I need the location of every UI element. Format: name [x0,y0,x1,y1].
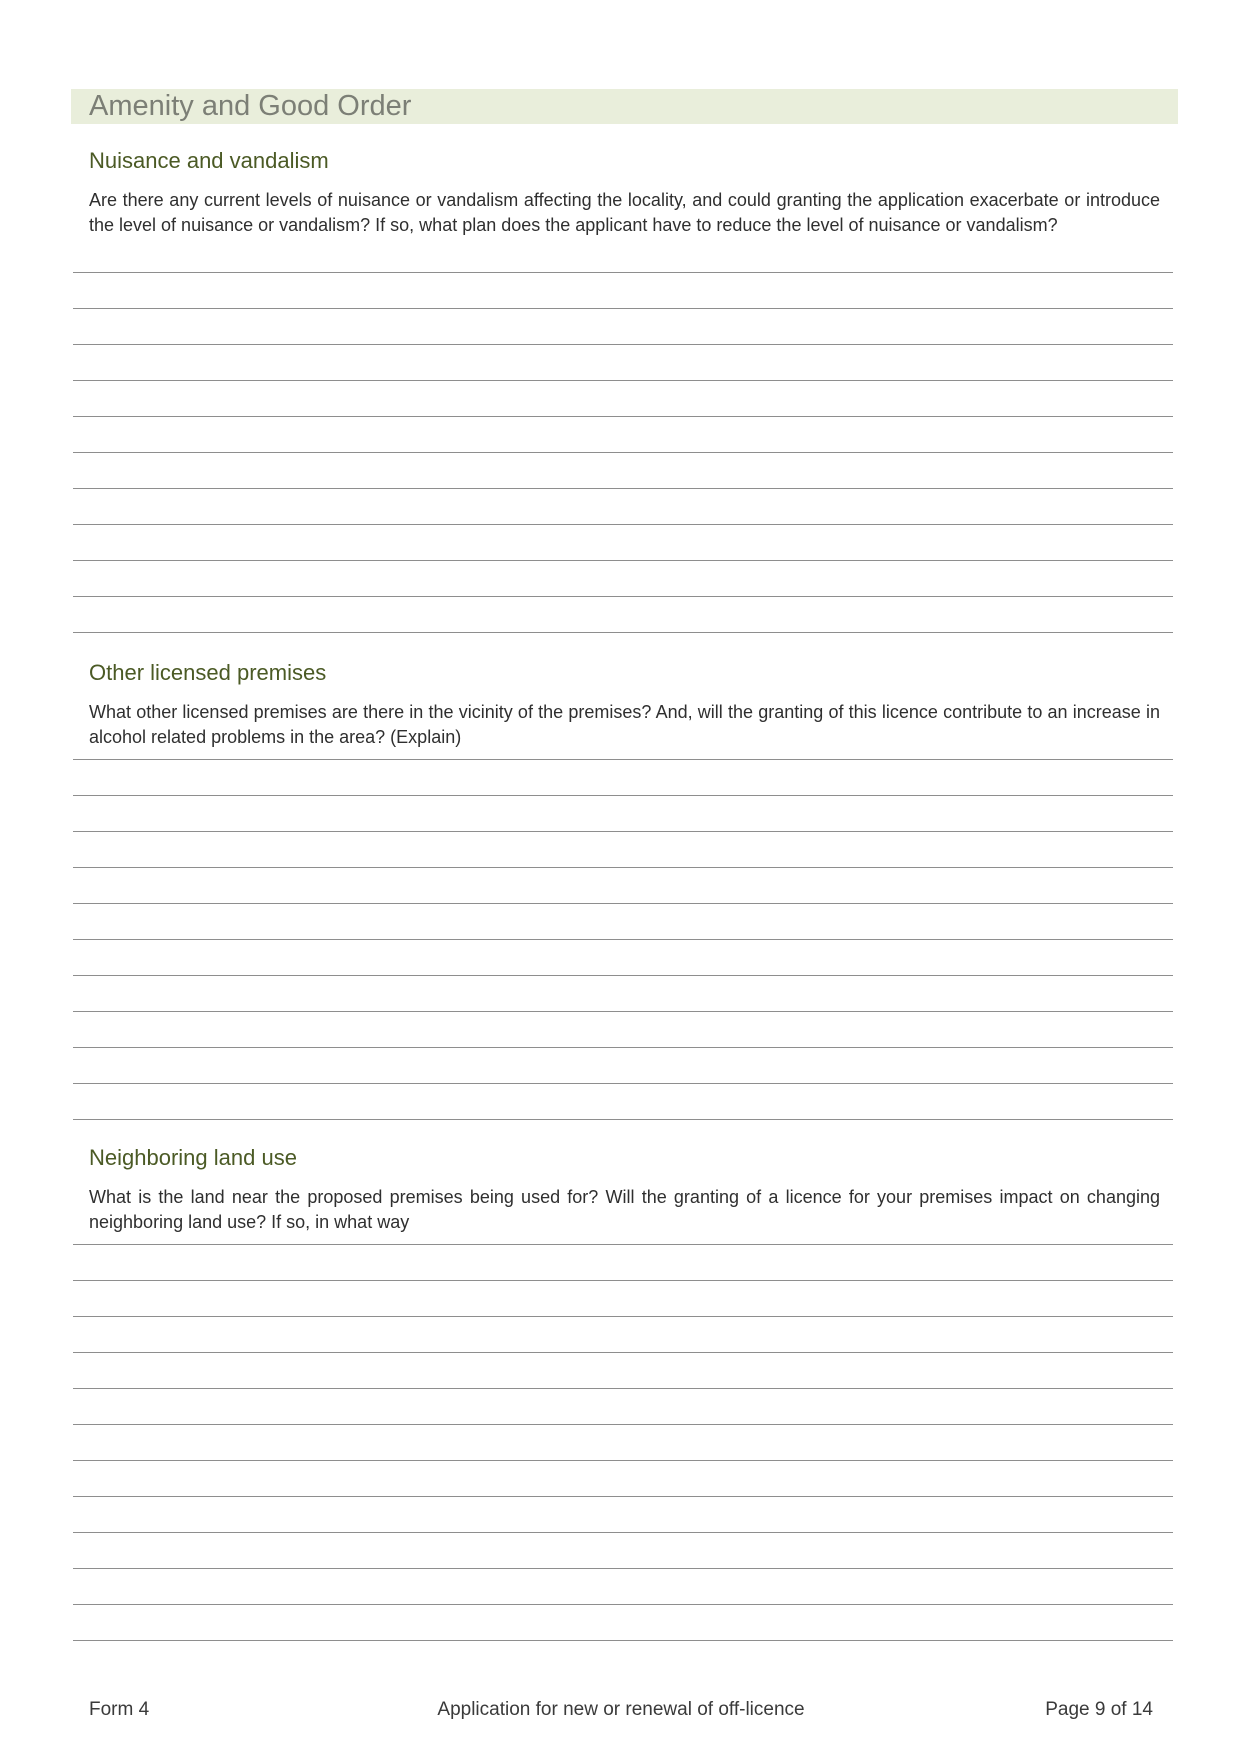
footer-page-number: Page 9 of 14 [1045,1699,1153,1720]
licensed-premises-question: What other licensed premises are there in the vicinity of the premises? And, will the granting of this licence contribute to an increase in alcohol related problems in the area? (Explain) [89,702,1160,747]
section-title: Amenity and Good Order [89,90,412,122]
answer-line [73,632,1173,633]
answer-line [73,272,1173,273]
answer-line [73,524,1173,525]
answer-line [73,416,1173,417]
answer-line [73,975,1173,976]
answer-line [73,1244,1173,1245]
licensed-premises-heading: Other licensed premises [89,660,327,685]
land-use-heading: Neighboring land use [89,1145,297,1170]
nuisance-question: Are there any current levels of nuisance or vandalism affecting the locality, and could granting the application exacerbate or introduce the level of nuisance or vandalism? If so, what plan does the applicant have to reduce the level of nuisance or vandalism? [89,190,1160,235]
licensed-premises-answer-area[interactable] [73,759,1173,1121]
answer-line [73,1460,1173,1461]
answer-line [73,939,1173,940]
answer-line [73,1532,1173,1533]
answer-line [73,488,1173,489]
answer-line [73,1424,1173,1425]
answer-line [73,1388,1173,1389]
answer-line [73,596,1173,597]
land-use-question: What is the land near the proposed premises being used for? Will the granting of a licence for your premises impact on changing neighboring land use? If so, in what way [89,1187,1160,1232]
answer-line [73,759,1173,760]
answer-line [73,1640,1173,1641]
answer-line [73,1496,1173,1497]
answer-line [73,1280,1173,1281]
answer-line [73,1047,1173,1048]
answer-line [73,1604,1173,1605]
nuisance-answer-area[interactable] [73,272,1173,634]
answer-line [73,308,1173,309]
footer-form-label: Form 4 [89,1699,150,1720]
answer-line [73,831,1173,832]
land-use-answer-area[interactable] [73,1244,1173,1642]
answer-line [73,1316,1173,1317]
answer-line [73,1083,1173,1084]
answer-line [73,903,1173,904]
footer-title: Application for new or renewal of off-licence [437,1699,805,1720]
answer-line [73,1011,1173,1012]
answer-line [73,344,1173,345]
nuisance-heading: Nuisance and vandalism [89,148,329,173]
answer-line [73,795,1173,796]
answer-line [73,380,1173,381]
answer-line [73,1119,1173,1120]
answer-line [73,560,1173,561]
answer-line [73,452,1173,453]
answer-line [73,1352,1173,1353]
answer-line [73,867,1173,868]
answer-line [73,1568,1173,1569]
